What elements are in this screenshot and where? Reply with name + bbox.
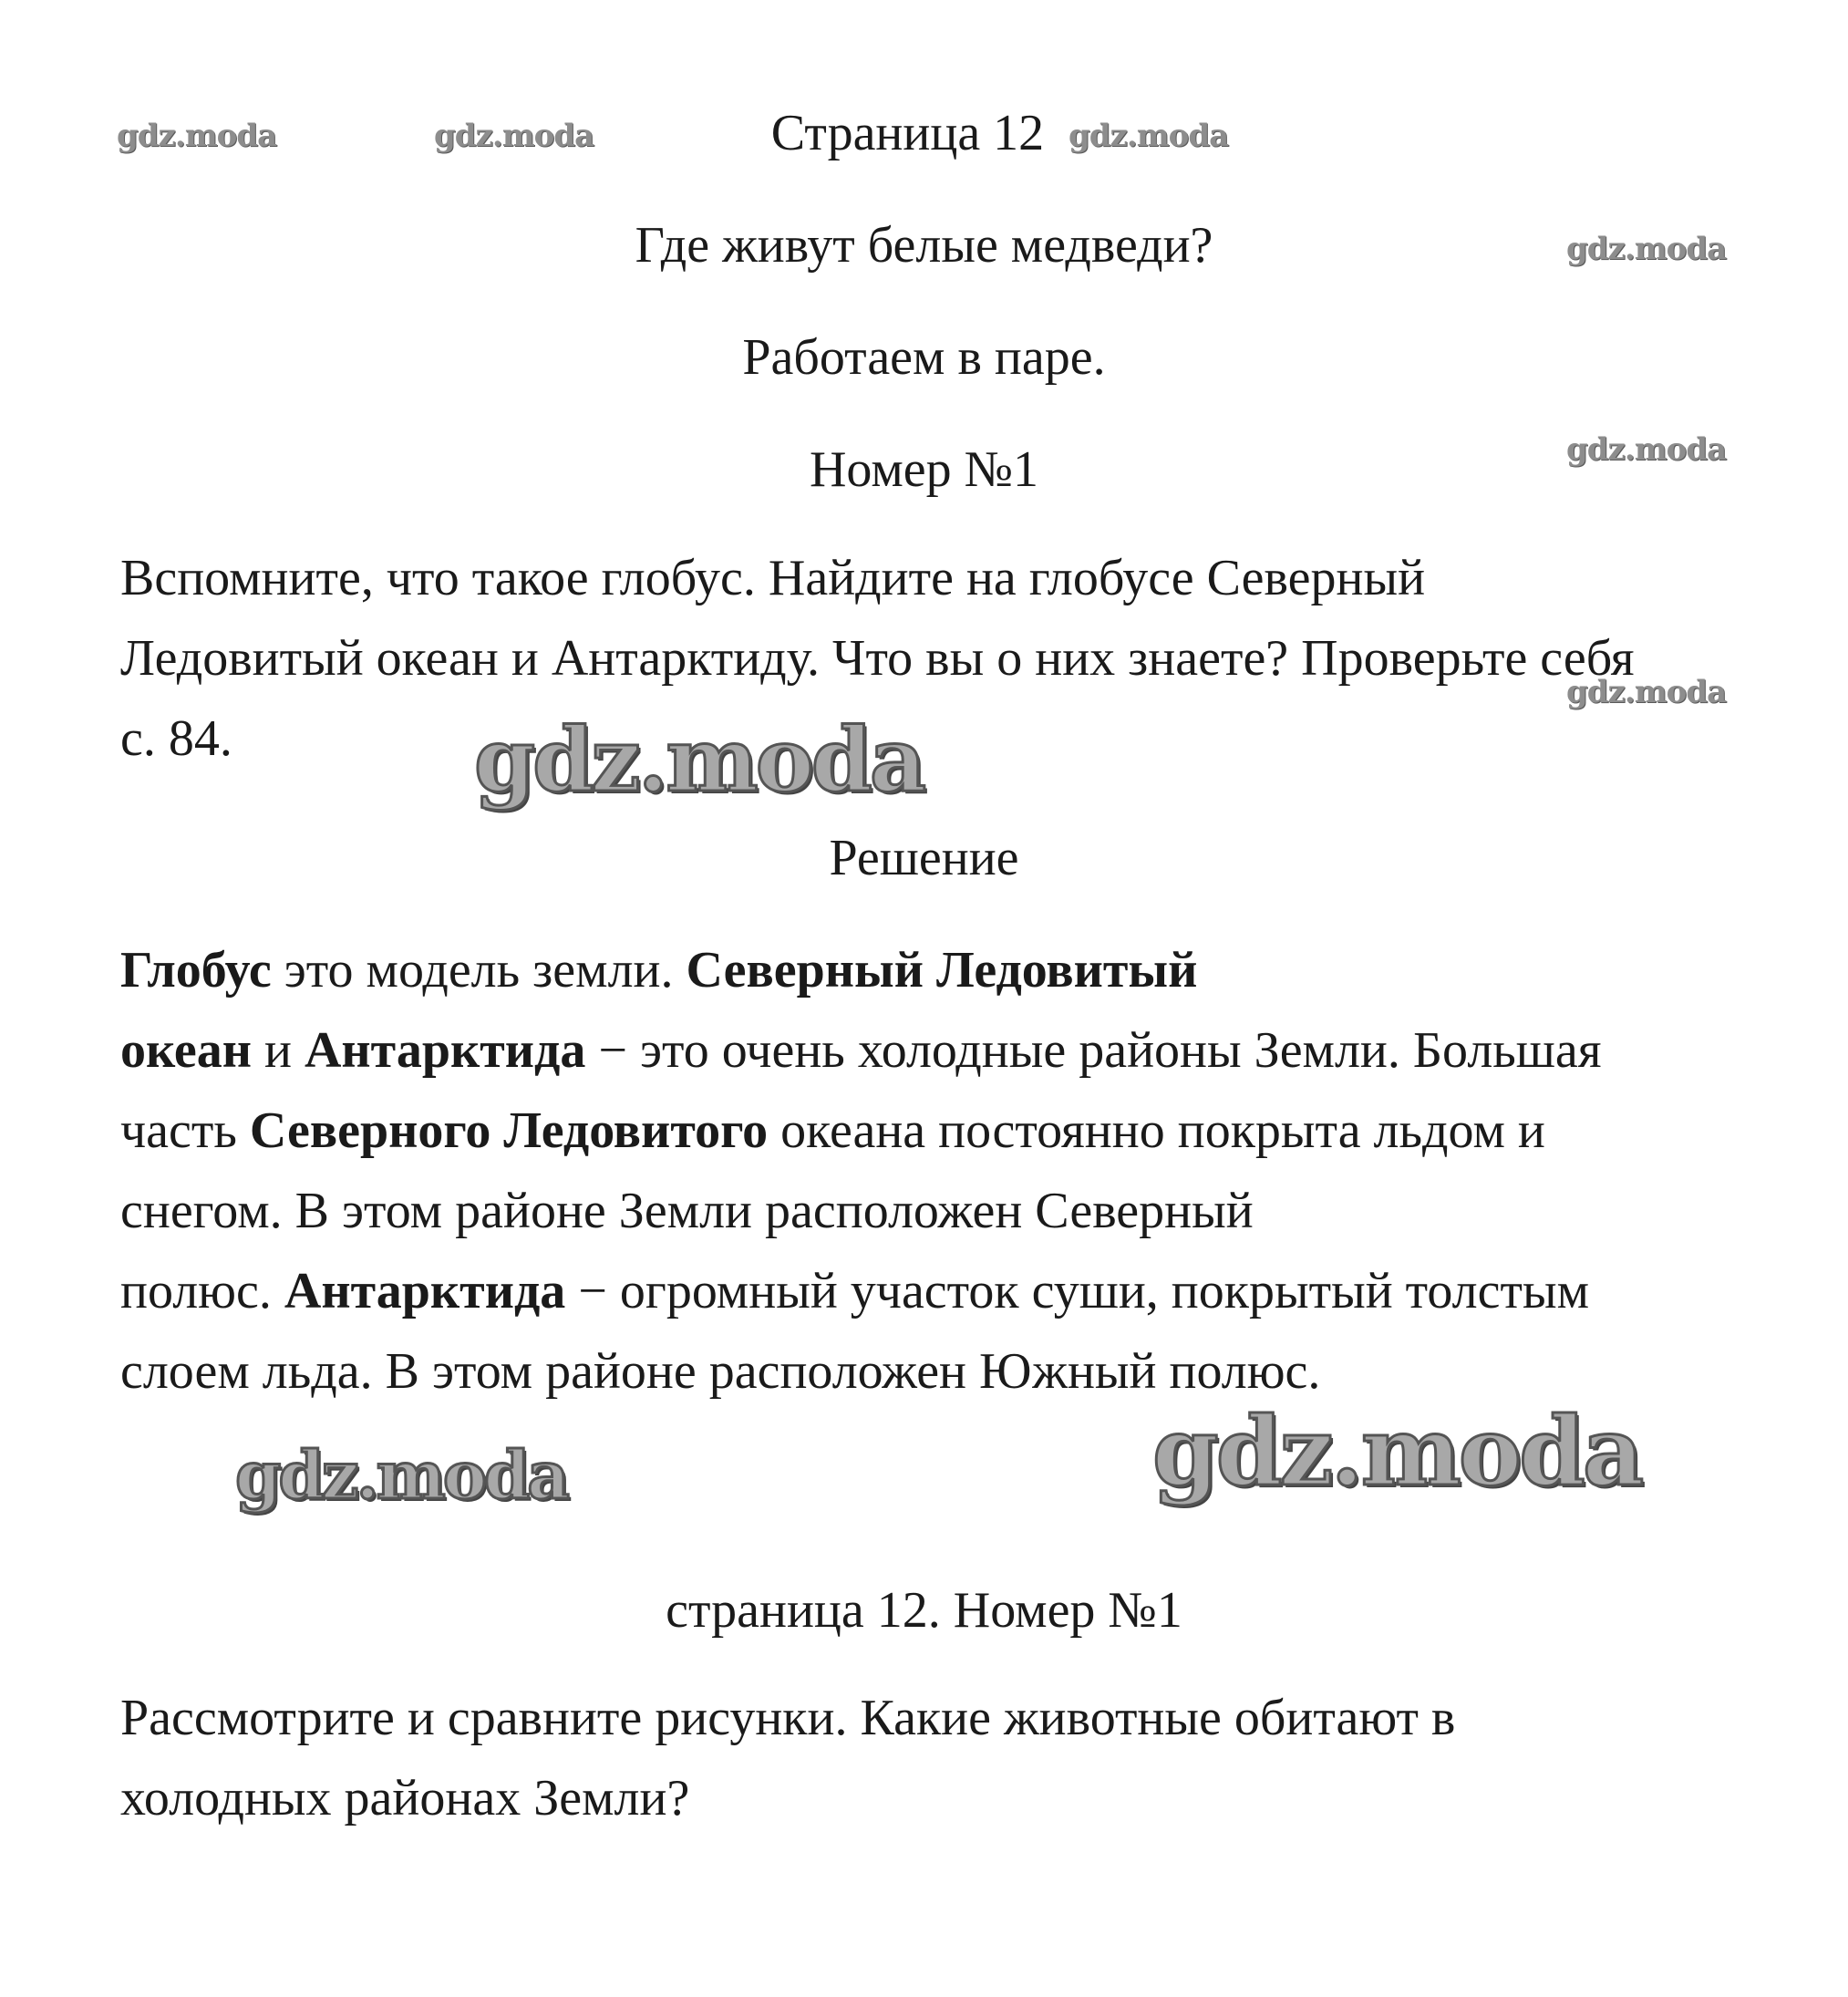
text-run: полюс. xyxy=(120,1263,284,1319)
text-run: часть xyxy=(120,1102,250,1159)
text-run: − огромный участок суши, покрытый толстым xyxy=(565,1263,1590,1319)
topic-title: Где живут белые медведи? xyxy=(635,217,1213,274)
watermark: gdz.moda xyxy=(117,118,277,154)
watermark: gdz.moda xyxy=(1566,431,1727,468)
text-run: и xyxy=(252,1022,305,1079)
solution-line xyxy=(120,1171,1761,1251)
term-arctic-ocean-gen: Северного Ледовитого xyxy=(249,1102,769,1159)
watermark: gdz.moda xyxy=(1566,674,1727,710)
watermark: gdz.moda xyxy=(1069,118,1229,154)
task1-text xyxy=(120,538,1761,779)
section2-text xyxy=(120,1678,1761,1838)
watermark: gdz.moda xyxy=(434,118,594,154)
watermark: gdz.moda xyxy=(235,1436,567,1514)
term-globe: Глобус xyxy=(120,942,272,998)
text-run: снегом. В этом районе Земли расположен Северный xyxy=(120,1183,1254,1239)
task-number: Номер №1 xyxy=(809,441,1039,498)
subtitle: Работаем в паре. xyxy=(742,329,1106,386)
term-arctic-ocean: Северный Ледовитый xyxy=(686,942,1198,998)
solution-text xyxy=(120,930,1761,1412)
text-run: − это очень холодные районы Земли. Большая xyxy=(585,1022,1602,1079)
section2-line: холодных районах Земли? xyxy=(120,1770,690,1826)
solution-line xyxy=(120,1251,1761,1331)
text-run: это модель земли. xyxy=(271,942,687,998)
watermark: gdz.moda xyxy=(1152,1395,1642,1507)
page-title: Страница 12 xyxy=(770,105,1045,161)
solution-line xyxy=(120,1091,1761,1171)
term-antarctica: Антарктида xyxy=(304,1022,586,1079)
term-ocean: океан xyxy=(120,1022,252,1079)
watermark: gdz.moda xyxy=(474,709,924,812)
solution-heading: Решение xyxy=(829,830,1019,886)
watermark: gdz.moda xyxy=(1566,231,1727,267)
task1-line: Ледовитый океан и Антарктиду. Что вы о них знаете? Проверьте себя xyxy=(120,630,1635,687)
section2-heading: страница 12. Номер №1 xyxy=(666,1582,1182,1639)
task1-line: с. 84. xyxy=(120,710,232,767)
section2-line: Рассмотрите и сравните рисунки. Какие животные обитают в xyxy=(120,1690,1456,1746)
solution-line xyxy=(120,1010,1761,1091)
term-antarctica: Антарктида xyxy=(284,1263,566,1319)
text-run: океана постоянно покрыта льдом и xyxy=(768,1102,1545,1159)
solution-line xyxy=(120,930,1761,1010)
task1-line: Вспомните, что такое глобус. Найдите на глобусе Северный xyxy=(120,550,1426,606)
text-run: слоем льда. В этом районе расположен Южный полюс. xyxy=(120,1343,1321,1400)
